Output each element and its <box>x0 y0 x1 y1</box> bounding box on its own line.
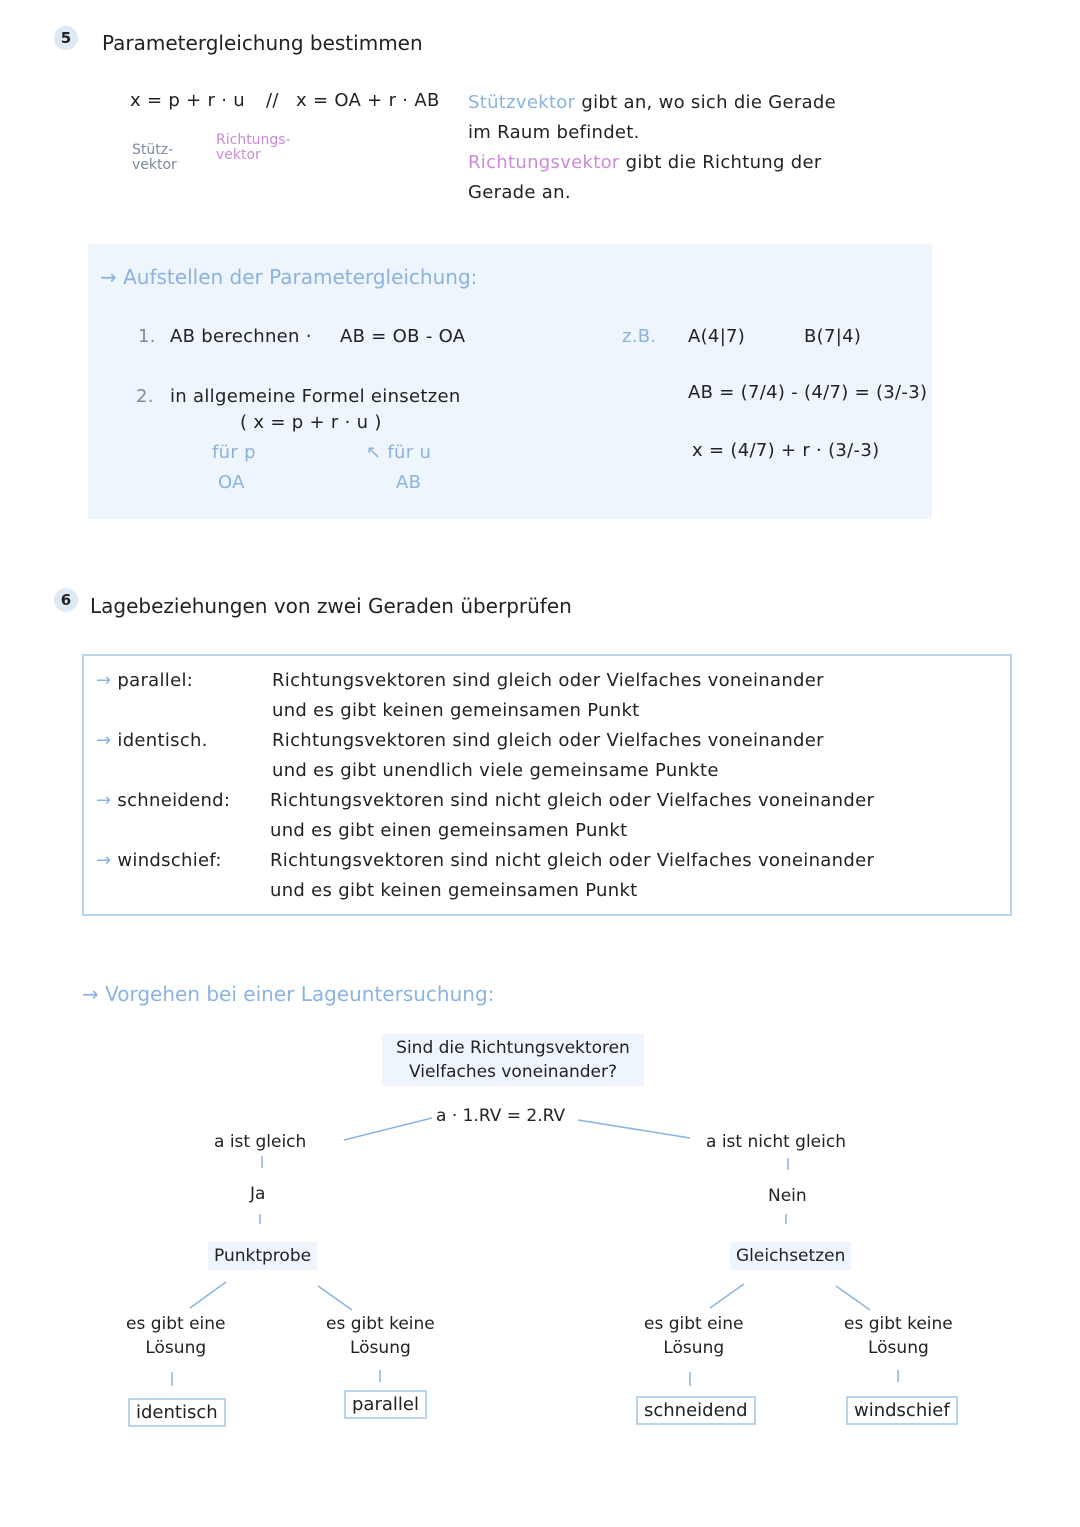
flow-outcome: es gibt eine Lösung <box>126 1314 226 1358</box>
result-schneidend: schneidend <box>636 1396 756 1425</box>
procedure-heading: → Vorgehen bei einer Lageuntersuchung: <box>82 982 495 1006</box>
flow-outcome: es gibt keine Lösung <box>844 1314 953 1358</box>
flow-no: Nein <box>768 1186 807 1206</box>
section-number-badge: 5 <box>54 26 78 50</box>
relation-text: Richtungsvektoren sind nicht gleich oder Vielfaches voneinander <box>270 850 875 871</box>
step1-text: AB berechnen · <box>170 326 312 347</box>
section-number-badge: 6 <box>54 588 78 612</box>
step-number: 2. <box>136 386 154 407</box>
example-x: x = (4/7) + r · (3/-3) <box>692 440 880 461</box>
term-stuetzvektor: Stützvektor <box>468 92 576 113</box>
result-identisch: identisch <box>128 1398 226 1427</box>
point-a: A(4|7) <box>688 326 746 347</box>
panel-heading: → Aufstellen der Parametergleichung: <box>100 265 478 289</box>
value-ab: AB <box>396 472 422 493</box>
label-stuetzvektor: Stütz- vektor <box>132 142 177 173</box>
example-label: z.B. <box>622 326 657 347</box>
relation-label: → identisch. <box>96 730 208 751</box>
relation-text: und es gibt keinen gemeinsamen Punkt <box>270 880 638 901</box>
relation-text: und es gibt einen gemeinsamen Punkt <box>270 820 628 841</box>
flow-outcome: es gibt keine Lösung <box>326 1314 435 1358</box>
flow-left-branch: a ist gleich <box>214 1132 307 1152</box>
flow-right-branch: a ist nicht gleich <box>706 1132 846 1152</box>
formula-separator: // <box>266 90 279 111</box>
section-title: Parametergleichung bestimmen <box>102 31 423 55</box>
flow-punktprobe: Punktprobe <box>208 1242 317 1270</box>
section-title: Lagebeziehungen von zwei Geraden überprüfen <box>90 594 572 618</box>
flow-gleichsetzen: Gleichsetzen <box>730 1242 851 1270</box>
step2-text: in allgemeine Formel einsetzen <box>170 386 461 407</box>
formula-general: x = p + r · u <box>130 90 246 111</box>
relation-label: → schneidend: <box>96 790 231 811</box>
label-fuer-p: für p <box>212 442 256 463</box>
description-line: im Raum befindet. <box>468 122 640 143</box>
example-ab: AB = (7/4) - (4/7) = (3/-3) <box>688 382 928 403</box>
relation-text: und es gibt unendlich viele gemeinsame Punkte <box>272 760 719 781</box>
formula-specific: x = OA + r · AB <box>296 90 440 111</box>
relation-text: Richtungsvektoren sind gleich oder Vielfaches voneinander <box>272 730 824 751</box>
relation-label: → parallel: <box>96 670 194 691</box>
value-oa: OA <box>218 472 245 493</box>
flow-question: Sind die Richtungsvektoren Vielfaches voneinander? <box>382 1034 644 1086</box>
label-richtungsvektor: Richtungs- vektor <box>216 132 291 163</box>
step1-formula: AB = OB - OA <box>340 326 466 347</box>
step2-formula: ( x = p + r · u ) <box>240 412 382 433</box>
relation-label: → windschief: <box>96 850 222 871</box>
flow-yes: Ja <box>250 1184 266 1204</box>
result-windschief: windschief <box>846 1396 958 1425</box>
label-fuer-u: ↖ für u <box>366 442 432 463</box>
desc-text: gibt die Richtung der <box>625 152 822 173</box>
desc-text: gibt an, wo sich die Gerade <box>581 92 837 113</box>
description-line: Gerade an. <box>468 182 571 203</box>
term-richtungsvektor: Richtungsvektor <box>468 152 620 173</box>
relation-text: Richtungsvektoren sind gleich oder Vielfaches voneinander <box>272 670 824 691</box>
result-parallel: parallel <box>344 1390 427 1419</box>
relation-text: Richtungsvektoren sind nicht gleich oder Vielfaches voneinander <box>270 790 875 811</box>
point-b: B(7|4) <box>804 326 862 347</box>
step-number: 1. <box>138 326 156 347</box>
relation-text: und es gibt keinen gemeinsamen Punkt <box>272 700 640 721</box>
flow-outcome: es gibt eine Lösung <box>644 1314 744 1358</box>
flow-equation: a · 1.RV = 2.RV <box>436 1106 566 1126</box>
